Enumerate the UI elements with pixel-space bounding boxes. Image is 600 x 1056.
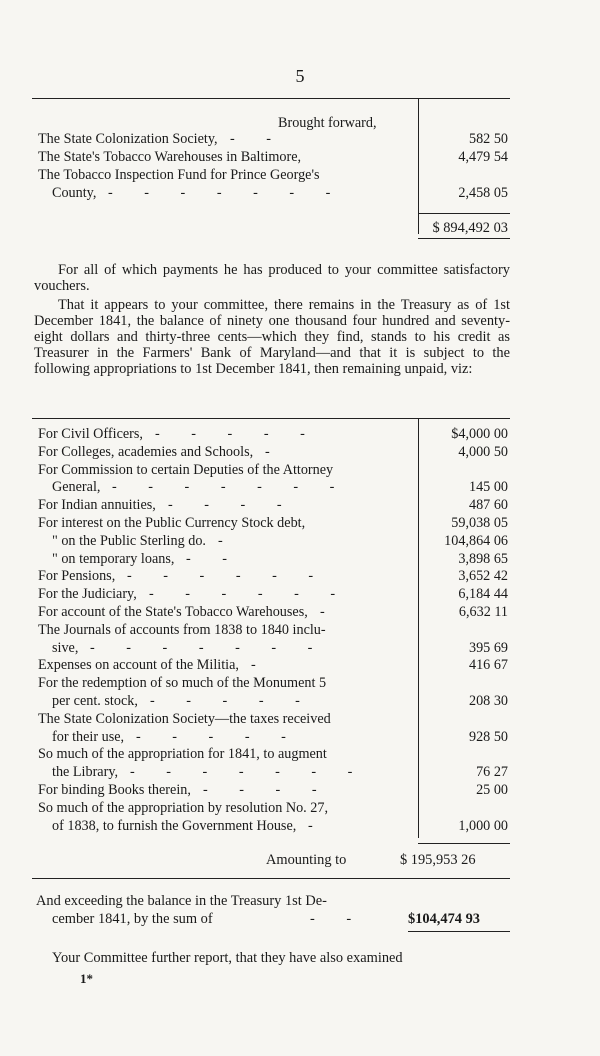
amounting-rule [418,843,510,844]
row-amount: 59,038 05 [451,515,508,531]
row-amount: 3,652 42 [458,568,508,585]
row-leader-dashes: - - - - - [155,426,319,442]
carry-row [38,184,508,202]
appropriation-row [38,674,508,692]
appropriation-row [38,461,508,479]
row-leader-dashes: - - - - - - [149,586,350,603]
signature-mark: 1* [80,971,93,986]
appropriation-row [38,763,508,781]
row-leader-dashes: - - - - - - - [130,764,367,781]
row-label: For the Judiciary, [38,586,137,603]
closing-text: Your Committee further report, that they have also examined [52,950,403,966]
row-label: The Journals of accounts from 1838 to 1840 inclu- [38,621,326,638]
row-amount: 582 50 [468,131,508,147]
row-amount: 6,632 11 [458,604,508,620]
appropriation-row [38,639,508,657]
paragraph-vouchers: For all of which payments he has produced to your committee satisfactory vouchers. [34,262,510,294]
row-leader-dashes: - - - - - [150,693,314,709]
amounting-label: Amounting to [266,852,347,868]
row-leader-dashes: - - - - [203,782,331,798]
row-label: for their use, [52,728,125,745]
brought-forward-label: Brought forward, [278,115,377,131]
appropriation-row [38,514,508,532]
vouchers-paragraph [34,262,510,294]
row-label: The Tobacco Inspection Fund for Prince George's [38,167,320,183]
row-leader-dashes: - - - - [168,497,296,514]
row-label: The State Colonization Society—the taxes received [38,710,331,727]
page-number: 5 [295,66,305,86]
top-rule [32,98,510,99]
row-label: For Civil Officers, [38,426,143,442]
row-leader-dashes: - - - - - - - [90,639,327,656]
exceeding-total: $104,474 93 [408,911,480,927]
row-label: So much of the appropriation by resolution No. 27, [38,799,329,816]
row-label: County, [52,185,97,201]
appropriation-row [38,532,508,550]
appropriations-top-rule [32,418,510,419]
appropriation-row [38,799,508,817]
carry-total: $ 894,492 03 [432,220,508,236]
row-label: The State Colonization Society, [38,131,218,147]
row-amount: 6,184 44 [458,586,508,603]
appropriation-row [38,567,508,585]
row-label: For Indian annuities, [38,497,156,514]
row-leader-dashes: - - - - - - - [112,479,349,496]
appropriation-row [38,443,508,461]
appropriation-row [38,710,508,728]
row-amount: 1,000 00 [458,817,508,834]
row-label: sive, [52,639,79,656]
row-leader-dashes: - [251,657,270,674]
row-label: For account of the State's Tobacco Warehouses, [38,604,308,620]
row-leader-dashes: - [308,817,327,834]
row-amount: 2,458 05 [458,185,508,201]
amounting-total: $ 195,953 26 [400,852,476,868]
row-leader-dashes: - - - - - - [127,568,328,585]
row-label: " on the Public Sterling do. [52,532,206,549]
appropriation-row [38,621,508,639]
row-leader-dashes: - - - - - - - [108,185,345,201]
row-amount: 3,898 65 [458,550,508,567]
row-amount: 76 27 [476,764,508,781]
row-amount: 395 69 [468,639,508,656]
balance-paragraph [34,297,510,377]
exceeding-line-2: cember 1841, by the sum of [52,911,213,927]
appropriation-row [38,478,508,496]
appropriation-row [38,656,508,674]
row-amount: $4,000 00 [451,426,508,442]
row-amount: 416 67 [468,657,508,674]
exceeding-line-1: And exceeding the balance in the Treasury 1st De- [36,893,327,909]
row-label: The State's Tobacco Warehouses in Baltimore, [38,149,302,165]
row-amount: 104,864 06 [444,532,508,549]
paragraph-balance: That it appears to your committee, there remains in the Treasury as of 1st December 1841, the balance of ninety one thousand four hundred and seventy-eight dollars and thirty-three cents—which they find, stands to his credit as Treasurer in the Farmers' Bank of Maryland—and that it is subject to the following appropriations to 1st December 1841, then remaining unpaid, viz: [34,297,510,377]
row-leader-dashes: - - - - - [136,728,300,745]
row-amount: 487 60 [468,497,508,514]
appropriation-row [38,745,508,763]
carry-total-rule [418,213,510,214]
row-amount: 4,479 54 [458,149,508,165]
appropriation-row [38,603,508,621]
carry-row [38,130,508,148]
appropriation-row [38,585,508,603]
row-amount: 928 50 [468,728,508,745]
row-label: For binding Books therein, [38,782,191,798]
row-label: the Library, [52,764,119,781]
row-label: Expenses on account of the Militia, [38,657,239,674]
row-leader-dashes: - - [230,131,285,147]
appropriation-row [38,728,508,746]
row-amount: 208 30 [468,693,508,709]
row-leader-dashes: - - [186,550,241,567]
appropriation-row [38,425,508,443]
row-label: For Commission to certain Deputies of the Attorney [38,461,334,478]
carry-total-underline [418,238,510,239]
exceeding-underline [408,931,510,932]
row-amount: 25 00 [476,782,508,798]
row-label: of 1838, to furnish the Government House, [52,817,297,834]
appropriation-row [38,550,508,568]
exceeding-dots: - - [310,911,366,927]
appropriation-row [38,692,508,710]
row-label: For interest on the Public Currency Stock debt, [38,515,306,531]
row-label: General, [52,479,101,496]
carry-row [38,166,508,184]
row-label: For the redemption of so much of the Monument 5 [38,675,327,692]
row-leader-dashes: - [218,532,237,549]
row-amount: 4,000 50 [458,443,508,460]
row-label: So much of the appropriation for 1841, to augment [38,746,327,763]
exceeding-rule [32,878,510,879]
appropriation-row [38,496,508,514]
row-amount: 145 00 [468,479,508,496]
row-leader-dashes: - [320,604,339,620]
appropriation-row [38,781,508,799]
carry-row [38,148,508,166]
row-label: For Pensions, [38,568,116,585]
row-label: " on temporary loans, [52,550,175,567]
row-label: per cent. stock, [52,693,138,709]
row-leader-dashes: - [265,443,284,460]
row-label: For Colleges, academies and Schools, [38,443,254,460]
appropriation-row [38,817,508,835]
